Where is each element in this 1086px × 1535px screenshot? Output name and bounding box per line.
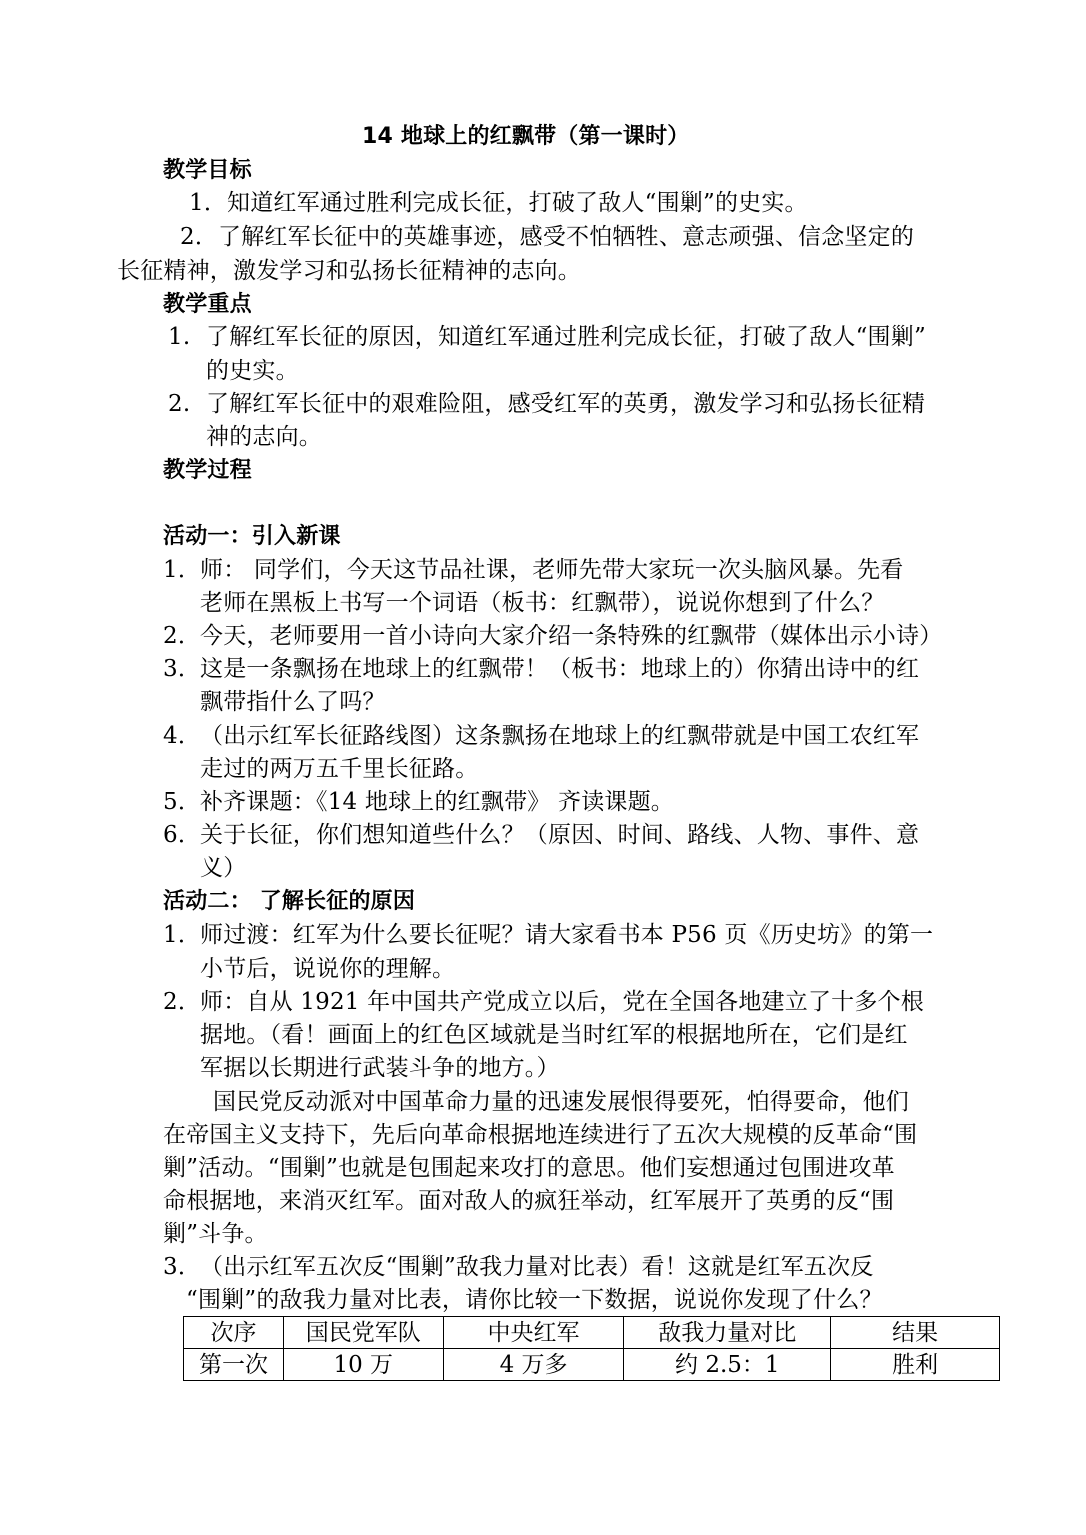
goal-item-1: 1．知道红军通过胜利完成长征，打破了敌人“围剿”的史实。 bbox=[189, 190, 808, 216]
activity-1-item-num: 3． bbox=[163, 656, 202, 682]
activity-2-line: 军据以长期进行武装斗争的地方。） bbox=[200, 1055, 560, 1081]
key-point-2-num: 2. bbox=[168, 391, 191, 417]
table-header-cell: 结果 bbox=[831, 1317, 1000, 1349]
document-title: 14 地球上的红飘带（第一课时） bbox=[362, 124, 690, 149]
table-cell: 第一次 bbox=[184, 1349, 284, 1381]
activity-2-line: 小节后，说说你的理解。 bbox=[200, 956, 456, 982]
section-heading-key-points: 教学重点 bbox=[163, 292, 252, 317]
activity-2-line: 据地。（看！画面上的红色区域就是当时红军的根据地所在，它们是红 bbox=[200, 1022, 908, 1048]
activity-2-heading: 活动二： 了解长征的原因 bbox=[163, 889, 416, 914]
activity-1-line: 补齐课题：《14 地球上的红飘带》 齐读课题。 bbox=[200, 789, 674, 815]
activity-2-item-num: 1． bbox=[163, 922, 202, 948]
table-row bbox=[184, 1349, 1000, 1381]
key-point-1-num: 1. bbox=[168, 324, 191, 350]
key-point-1-cont: 的史实。 bbox=[206, 358, 299, 384]
table-cell: 4 万多 bbox=[443, 1349, 624, 1381]
table-header-cell: 敌我力量对比 bbox=[624, 1317, 831, 1349]
table-cell: 胜利 bbox=[831, 1349, 1000, 1381]
paragraph-line: 剿”斗争。 bbox=[163, 1221, 268, 1247]
table-header-cell: 国民党军队 bbox=[283, 1317, 443, 1349]
activity-1-heading: 活动一：引入新课 bbox=[163, 524, 341, 549]
activity-1-line: 师： 同学们，今天这节品社课，老师先带大家玩一次头脑风暴。先看 bbox=[200, 557, 904, 583]
section-heading-goals: 教学目标 bbox=[163, 158, 252, 183]
key-point-1: 了解红军长征的原因，知道红军通过胜利完成长征，打破了敌人“围剿” bbox=[206, 324, 926, 350]
key-point-2-cont: 神的志向。 bbox=[206, 424, 322, 450]
activity-1-line: 义） bbox=[200, 855, 247, 881]
activity-1-item-num: 2． bbox=[163, 623, 202, 649]
goal-item-2-cont: 长征精神，激发学习和弘扬长征精神的志向。 bbox=[117, 258, 581, 284]
activity-1-item-num: 1． bbox=[163, 557, 202, 583]
activity-1-item-num: 4． bbox=[163, 723, 202, 749]
activity-1-item-num: 6． bbox=[163, 822, 202, 848]
key-point-2: 了解红军长征中的艰难险阻，感受红军的英勇，激发学习和弘扬长征精 bbox=[206, 391, 926, 417]
force-comparison-table bbox=[183, 1316, 1000, 1381]
paragraph-line: 国民党反动派对中国革命力量的迅速发展恨得要死，怕得要命，他们 bbox=[213, 1089, 909, 1115]
activity-1-line: 老师在黑板上书写一个词语（板书：红飘带），说说你想到了什么？ bbox=[200, 590, 885, 616]
activity-1-line: 这是一条飘扬在地球上的红飘带！（板书：地球上的）你猜出诗中的红 bbox=[200, 656, 920, 682]
section-heading-process: 教学过程 bbox=[163, 458, 252, 483]
table-cell: 10 万 bbox=[283, 1349, 443, 1381]
table-header-cell: 中央红军 bbox=[443, 1317, 624, 1349]
activity-1-line: （出示红军长征路线图）这条飘扬在地球上的红飘带就是中国工农红军 bbox=[200, 723, 920, 749]
activity-2-item-num: 2． bbox=[163, 989, 202, 1015]
activity-1-line: 今天，老师要用一首小诗向大家介绍一条特殊的红飘带（媒体出示小诗） bbox=[200, 623, 943, 649]
activity-2-line: 师：自从 1921 年中国共产党成立以后，党在全国各地建立了十多个根 bbox=[200, 989, 924, 1015]
activity-2-line: 师过渡：红军为什么要长征呢？请大家看书本 P56 页《历史坊》的第一 bbox=[200, 922, 934, 948]
goal-item-2: 2．了解红军长征中的英雄事迹，感受不怕牺牲、意志顽强、信念坚定的 bbox=[180, 224, 915, 250]
paragraph-line: 剿”活动。“围剿”也就是包围起来攻打的意思。他们妄想通过包围进攻革 bbox=[163, 1155, 895, 1181]
table-header-cell: 次序 bbox=[184, 1317, 284, 1349]
activity-1-line: 飘带指什么了吗？ bbox=[200, 689, 386, 715]
activity-1-line: 关于长征，你们想知道些什么？（原因、时间、路线、人物、事件、意 bbox=[200, 822, 920, 848]
activity-2-line: “围剿”的敌我力量对比表，请你比较一下数据，说说你发现了什么？ bbox=[186, 1287, 883, 1313]
paragraph-line: 在帝国主义支持下，先后向革命根据地连续进行了五次大规模的反革命“围 bbox=[163, 1122, 918, 1148]
paragraph-line: 命根据地，来消灭红军。面对敌人的疯狂举动，红军展开了英勇的反“围 bbox=[163, 1188, 895, 1214]
table-cell: 约 2.5：1 bbox=[624, 1349, 831, 1381]
table-header-row bbox=[184, 1317, 1000, 1349]
activity-2-item-num: 3． bbox=[163, 1254, 202, 1280]
activity-2-line: （出示红军五次反“围剿”敌我力量对比表）看！这就是红军五次反 bbox=[200, 1254, 874, 1280]
activity-1-line: 走过的两万五千里长征路。 bbox=[200, 756, 479, 782]
activity-1-item-num: 5． bbox=[163, 789, 202, 815]
